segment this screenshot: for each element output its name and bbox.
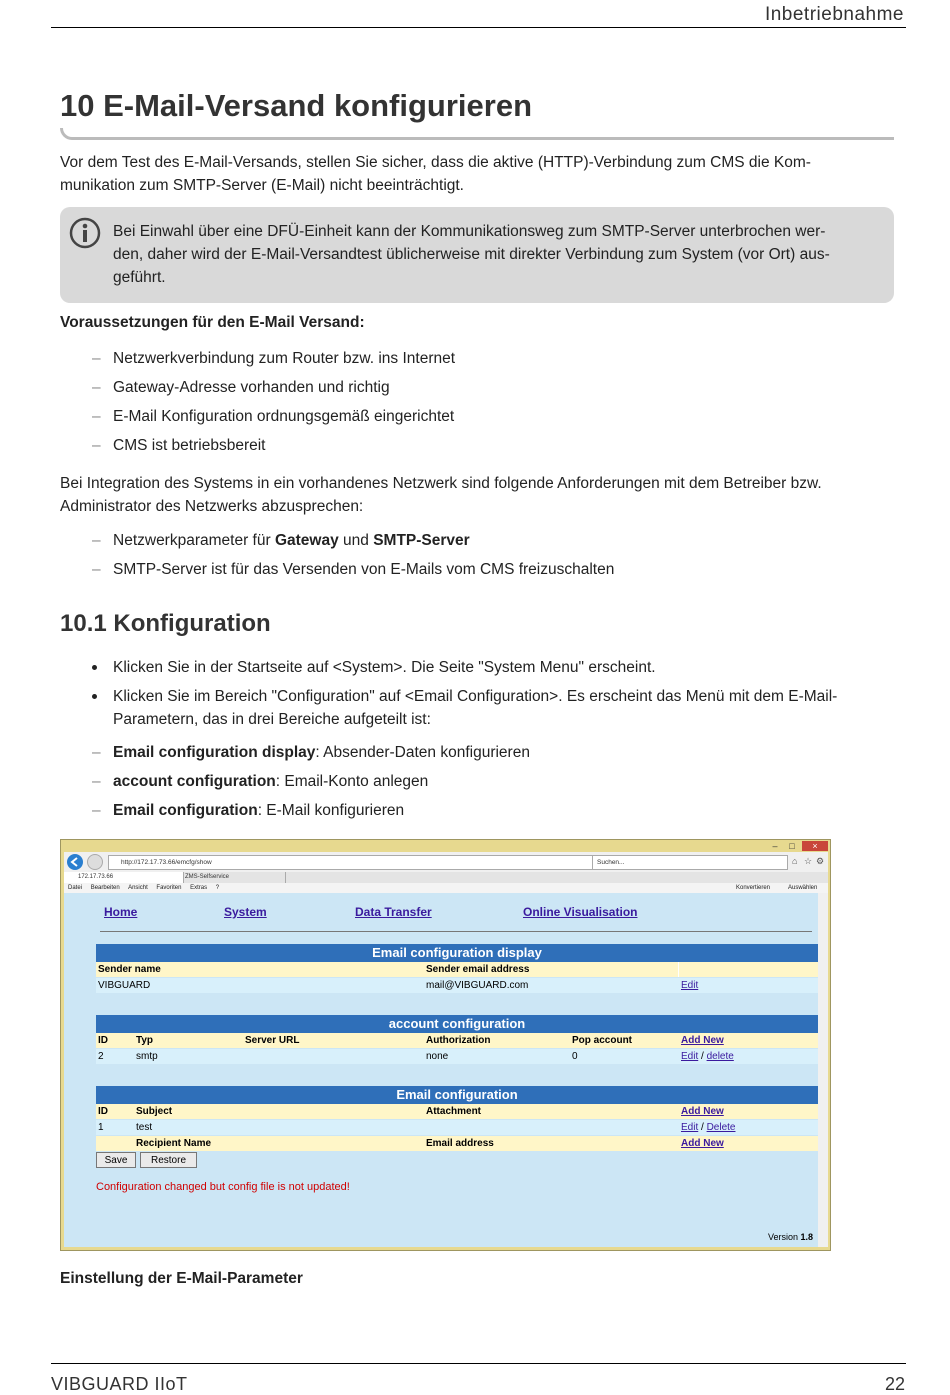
tab-strip (64, 872, 828, 883)
nav-data-transfer[interactable]: Data Transfer (355, 905, 432, 919)
select-button[interactable]: Auswählen (788, 885, 818, 891)
table-row (96, 1120, 818, 1135)
nav-divider (100, 931, 812, 932)
section-band: account configuration (96, 1015, 818, 1033)
figure-caption: Einstellung der E-Mail-Parameter (60, 1270, 303, 1287)
edit-link[interactable]: Edit (681, 1122, 699, 1133)
cell-sender-name: VIBGUARD (98, 980, 151, 991)
address-bar-row (64, 852, 828, 872)
link-separator: / (701, 1051, 704, 1062)
note-line: geführt. (113, 269, 166, 286)
menu-item[interactable]: Ansicht (128, 885, 148, 891)
integration-item: – Netzwerkparameter für Gateway und SMTP-Server (92, 532, 470, 549)
header-cell: Server URL (245, 1035, 300, 1046)
note-line: den, daher wird der E-Mail-Versandtest üblicherweise mit direkter Verbindung zum System (vor Ort) aus- (113, 246, 830, 263)
scrollbar[interactable] (818, 893, 828, 1247)
header-cell: Attachment (426, 1106, 482, 1117)
window-titlebar (61, 840, 830, 852)
link-separator: / (701, 1122, 704, 1133)
header-cell: Subject (136, 1106, 173, 1117)
prereq-item: – Netzwerkverbindung zum Router bzw. ins Internet (92, 350, 456, 367)
version-label: Version 1.8 (768, 1232, 814, 1242)
intro-line: munikation zum SMTP-Server (E-Mail) nicht beeinträchtigt. (60, 177, 464, 194)
intro-line: Vor dem Test des E-Mail-Versands, stellen Sie sicher, dass die aktive (HTTP)-Verbindung zum CMS die Kom- (60, 154, 811, 171)
edit-link[interactable]: Edit (681, 1051, 699, 1062)
table-header-row (96, 1104, 818, 1119)
header-cell: Recipient Name (136, 1138, 212, 1149)
config-part: – Email configuration display: Absender-Daten konfigurieren (92, 744, 530, 761)
menu-bar (64, 883, 828, 893)
header-cell: ID (98, 1035, 108, 1046)
table-header-row (96, 1033, 818, 1048)
integration-item: – SMTP-Server ist für das Versenden von E-Mails vom CMS freizuschalten (92, 561, 615, 578)
page-content (64, 893, 818, 1247)
tab-active[interactable]: 172.17.73.66 (64, 872, 184, 883)
add-new-link[interactable]: Add New (681, 1106, 724, 1117)
table-row (96, 978, 818, 993)
gear-icon[interactable]: ⚙ (816, 856, 825, 866)
header-cell: Pop account (572, 1035, 633, 1046)
cell-id: 1 (98, 1122, 104, 1133)
section-band: Email configuration (96, 1086, 818, 1104)
prereq-item: – CMS ist betriebsbereit (92, 437, 266, 454)
menu-item[interactable]: ? (215, 885, 220, 891)
delete-link[interactable]: Delete (706, 1122, 736, 1133)
nav-system[interactable]: System (224, 905, 267, 919)
back-icon[interactable] (67, 854, 83, 870)
star-icon[interactable]: ☆ (804, 856, 813, 866)
cell-id: 2 (98, 1051, 104, 1062)
section-band: Email configuration display (96, 944, 818, 962)
add-new-link[interactable]: Add New (681, 1035, 724, 1046)
save-button[interactable]: Save (96, 1152, 136, 1168)
header-cell: Sender name (98, 964, 161, 975)
footer-rule (51, 1363, 906, 1364)
table-header-row (96, 1136, 818, 1151)
convert-button[interactable]: Konvertieren (736, 885, 771, 891)
tab-selfservice[interactable]: ZMS-Selfservice (171, 872, 286, 883)
config-part: – account configuration: Email-Konto anlegen (92, 773, 429, 790)
note-line: Bei Einwahl über eine DFÜ-Einheit kann der Kommunikationsweg zum SMTP-Server unterbrochen wer- (113, 223, 826, 240)
cell-typ: smtp (136, 1051, 158, 1062)
section-heading: 10.1 Konfiguration (60, 610, 271, 637)
header-cell: Email address (426, 1138, 494, 1149)
integration-line: Bei Integration des Systems in ein vorhandenes Netzwerk sind folgende Anforderungen mit dem Betreiber bzw. (60, 475, 822, 492)
table-header-row (96, 962, 818, 977)
page-number: 22 (884, 1374, 905, 1394)
integration-paragraph (60, 472, 890, 518)
delete-link[interactable]: delete (706, 1051, 734, 1062)
bullet-dot (92, 665, 97, 670)
info-note-text (113, 220, 883, 289)
nav-home[interactable]: Home (104, 905, 138, 919)
menu-item[interactable]: Bearbeiten (90, 885, 120, 891)
menu-item[interactable]: Extras (190, 885, 208, 891)
warning-message: Configuration changed but config file is not updated! (96, 1181, 350, 1193)
step-bullet: Klicken Sie im Bereich "Configuration" auf <Email Configuration>. Es erscheint das Menü mit dem E-Mail- Parametern, das in drei Bereiche aufgeteilt ist: (92, 685, 892, 731)
menu-item[interactable]: Favoriten (156, 885, 182, 891)
cell-subject: test (136, 1122, 153, 1133)
header-cell: Authorization (426, 1035, 491, 1046)
running-header: Inbetriebnahme (764, 4, 904, 25)
home-icon[interactable]: ⌂ (792, 856, 798, 866)
intro-paragraph (60, 151, 890, 197)
minimize-button[interactable]: – (772, 841, 778, 851)
bullet-dot (92, 694, 97, 699)
header-cell: ID (98, 1106, 108, 1117)
cell-sender-email: mail@VIBGUARD.com (426, 980, 529, 991)
header-rule (51, 27, 906, 28)
maximize-button[interactable]: □ (789, 841, 795, 851)
nav-online-visualisation[interactable]: Online Visualisation (523, 905, 638, 919)
prereq-item: – Gateway-Adresse vorhanden und richtig (92, 379, 390, 396)
url-input[interactable]: http://172.17.73.66/emcfg/show (108, 855, 602, 870)
integration-line: Administrator des Netzwerks abzusprechen: (60, 498, 364, 515)
table-row (96, 1049, 818, 1064)
edit-link[interactable]: Edit (681, 980, 699, 991)
add-new-link[interactable]: Add New (681, 1138, 724, 1149)
restore-button[interactable]: Restore (140, 1152, 197, 1168)
close-button[interactable]: × (802, 841, 828, 851)
header-cell: Typ (136, 1035, 154, 1046)
prereq-item: – E-Mail Konfiguration ordnungsgemäß eingerichtet (92, 408, 455, 425)
page-title: 10 E-Mail-Versand konfigurieren (60, 88, 533, 123)
prereq-heading: Voraussetzungen für den E-Mail Versand: (60, 314, 365, 331)
cell-authorization: none (426, 1051, 449, 1062)
config-part: – Email configuration: E-Mail konfigurieren (92, 802, 405, 819)
cell-pop-account: 0 (572, 1051, 578, 1062)
title-underline (60, 128, 894, 140)
search-input[interactable]: Suchen... (592, 855, 788, 870)
menu-item[interactable]: Datei (68, 885, 83, 891)
step-bullet: Klicken Sie in der Startseite auf <System>. Die Seite "System Menu" erscheint. (92, 656, 892, 679)
footer-product: VIBGUARD IIoT (51, 1374, 188, 1394)
header-cell: Sender email address (426, 964, 530, 975)
info-icon (69, 217, 101, 249)
email-config-screenshot (60, 839, 831, 1251)
forward-icon[interactable] (87, 854, 103, 870)
